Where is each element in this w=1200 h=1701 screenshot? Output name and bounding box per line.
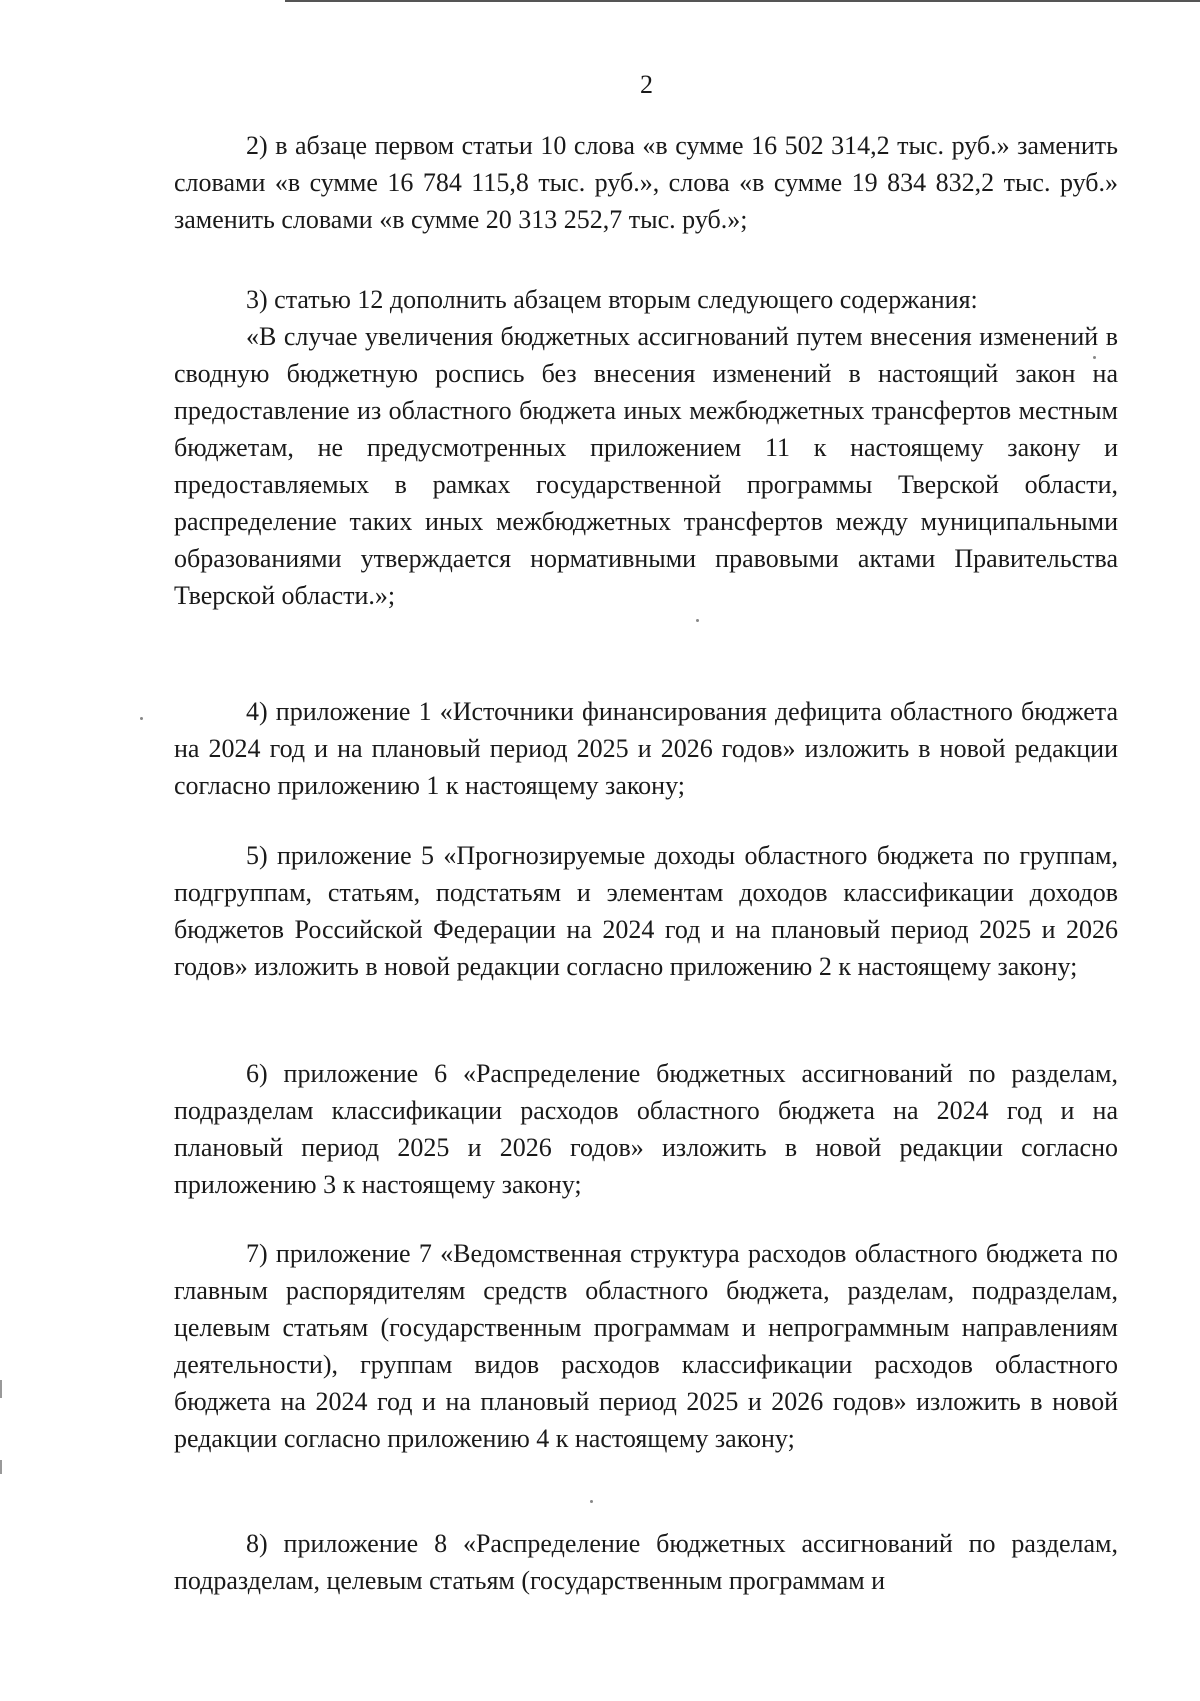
item-2 [174,127,1118,238]
paragraph: 2) в абзаце первом статьи 10 слова «в сумме 16 502 314,2 тыс. руб.» заменить словами «в сумме 16 784 115,8 тыс. руб.», слова «в сумме 19 834 832,2 тыс. руб.» заменить словами «в сумме 20 313 252,7 тыс. руб.»; [174,131,1118,234]
item-4 [174,693,1118,804]
paragraph: 8) приложение 8 «Распределение бюджетных ассигнований по разделам, подразделам, целевым статьям (государственным программам и [174,1529,1118,1595]
item-6 [174,1055,1118,1203]
item-7 [174,1235,1118,1457]
paragraph: 7) приложение 7 «Ведомственная структура расходов областного бюджета по главным распорядителям средств областного бюджета, разделам, подразделам, целевым статьям (государственным программам и непрограммным направлениям деятельности), группам видов расходов классификации расходов областного бюджета на 2024 год и на плановый период 2025 и 2026 годов» изложить в новой редакции согласно приложению 4 к настоящему закону; [174,1239,1118,1453]
paragraph: 3) статью 12 дополнить абзацем вторым следующего содержания: [246,285,978,314]
scan-speck [140,717,143,720]
item-8 [174,1525,1118,1599]
paragraph: 5) приложение 5 «Прогнозируемые доходы областного бюджета по группам, подгруппам, статьям, подстатьям и элементам доходов классификации доходов бюджетов Российской Федерации на 2024 год и на плановый период 2025 и 2026 годов» изложить в новой редакции согласно приложению 2 к настоящему закону; [174,841,1118,981]
quoted-paragraph: «В случае увеличения бюджетных ассигнований путем внесения изменений в сводную бюджетную роспись без внесения изменений в настоящий закон на предоставление из областного бюджета иных межбюджетных трансфертов местным бюджетам, не предусмотренных приложением 11 к настоящему закону и предоставляемых в рамках государственной программы Тверской области, распределение таких иных межбюджетных трансфертов между муниципальными образованиями утверждается нормативными правовыми актами Правительства Тверской области.»; [174,322,1118,610]
paragraph: 4) приложение 1 «Источники финансирования дефицита областного бюджета на 2024 год и на плановый период 2025 и 2026 годов» изложить в новой редакции согласно приложению 1 к настоящему закону; [174,697,1118,800]
scan-speck [590,1500,593,1503]
scan-edge-mark [0,1460,2,1474]
scan-speck [696,619,699,622]
item-3 [174,281,1118,614]
item-5 [174,837,1118,985]
paragraph: 6) приложение 6 «Распределение бюджетных ассигнований по разделам, подразделам классификации расходов областного бюджета на 2024 год и на плановый период 2025 и 2026 годов» изложить в новой редакции согласно приложению 3 к настоящему закону; [174,1059,1118,1199]
page-number: 2 [640,70,653,99]
scan-edge-mark [0,1380,2,1398]
top-edge-rule [285,0,1200,2]
